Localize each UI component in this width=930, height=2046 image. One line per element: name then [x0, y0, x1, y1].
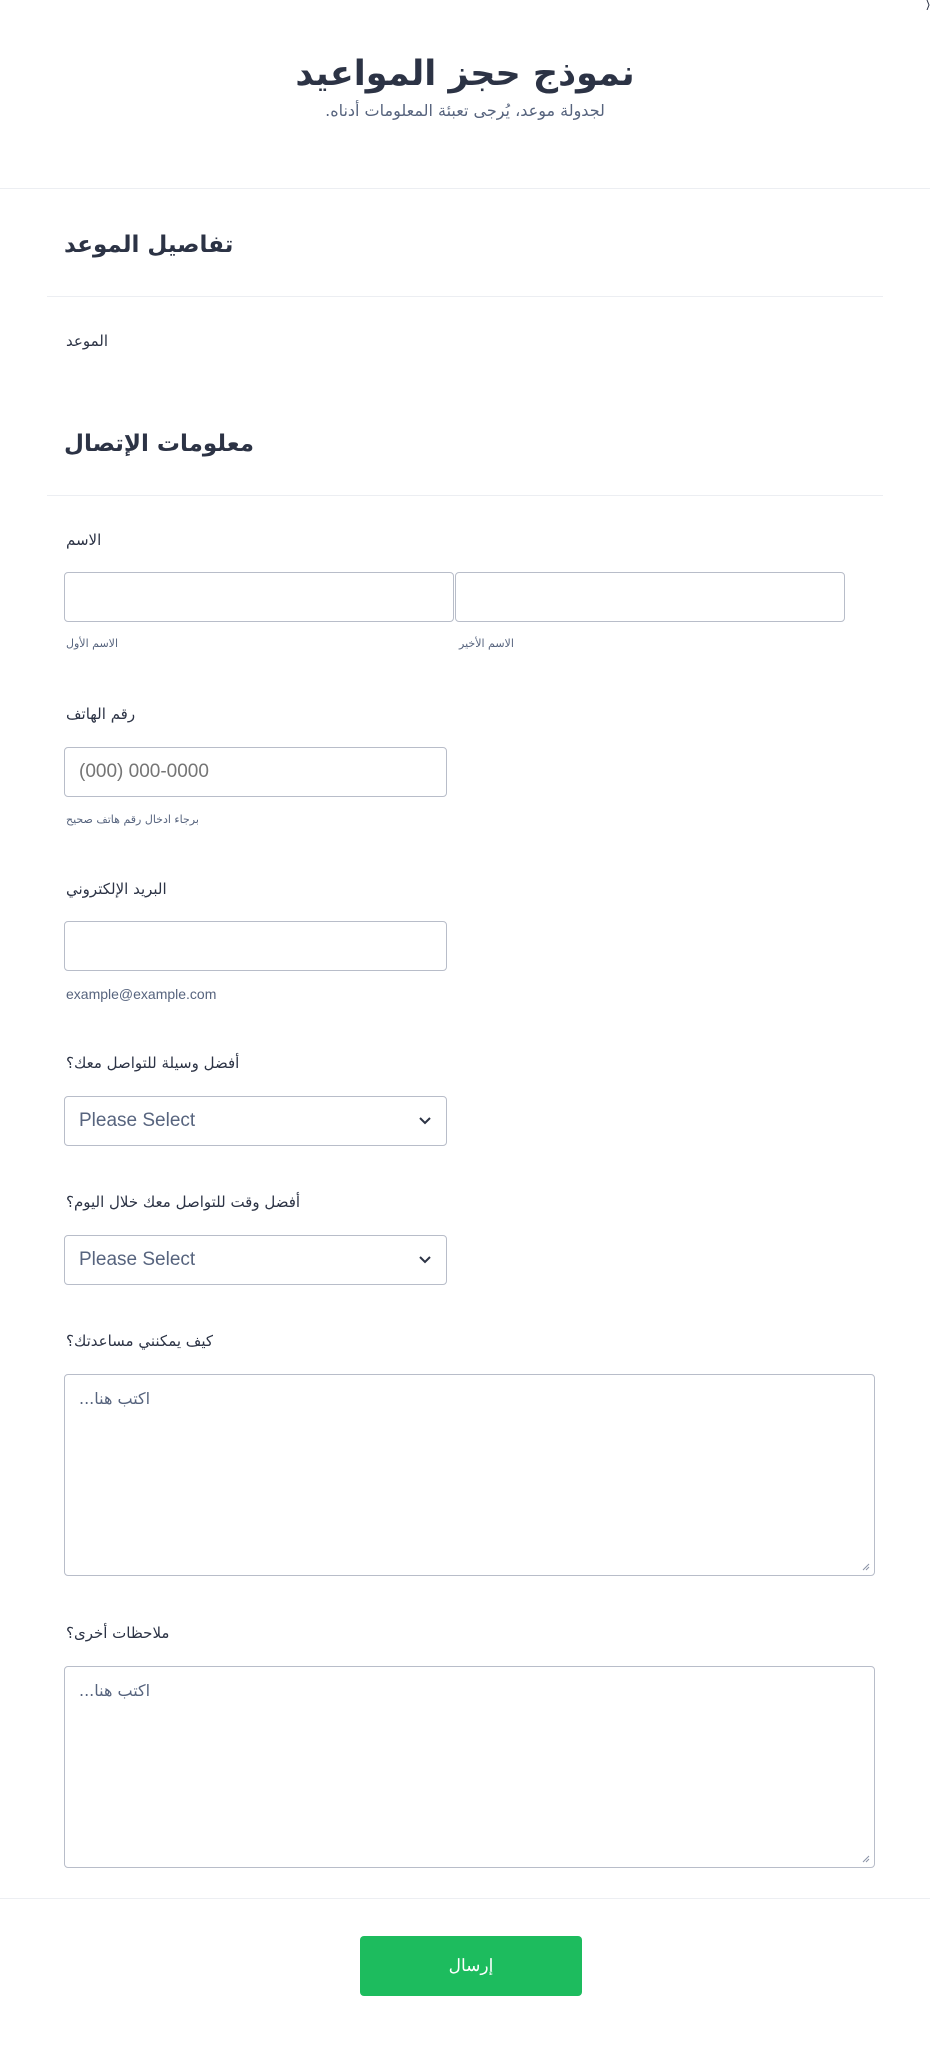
email-hint: example@example.com: [66, 986, 217, 1002]
resize-grip-icon[interactable]: [860, 1561, 870, 1571]
notes-placeholder: ...اكتب هنا: [79, 1681, 151, 1700]
form-header: [0, 0, 930, 189]
help-placeholder: ...اكتب هنا: [79, 1389, 151, 1408]
chevron-down-icon: [416, 1111, 434, 1129]
phone-hint: برجاء ادخال رقم هاتف صحيح: [66, 813, 199, 826]
last-name-input[interactable]: [455, 572, 845, 622]
email-input[interactable]: [64, 921, 447, 971]
corner-mark: [926, 0, 930, 10]
section-title-appointment: تفاصيل الموعد: [64, 232, 234, 258]
name-label: الاسم: [66, 531, 102, 549]
help-textarea[interactable]: [64, 1374, 875, 1576]
section-divider: [47, 495, 883, 496]
resize-grip-icon[interactable]: [860, 1853, 870, 1863]
appointment-label: الموعد: [66, 332, 108, 350]
contact-method-label: أفضل وسيلة للتواصل معك؟: [66, 1054, 240, 1072]
last-name-hint: الاسم الأخير: [459, 637, 514, 650]
section-title-contact: معلومات الإتصال: [64, 431, 254, 457]
form-subtitle: .لجدولة موعد، يُرجى تعبئة المعلومات أدناه: [325, 101, 605, 120]
first-name-hint: الاسم الأول: [66, 637, 118, 650]
submit-button[interactable]: إرسال: [360, 1936, 582, 1996]
phone-input[interactable]: [64, 747, 447, 797]
contact-time-selected: Please Select: [79, 1249, 196, 1270]
chevron-down-icon: [416, 1250, 434, 1268]
footer-divider: [0, 1898, 930, 1899]
contact-time-label: أفضل وقت للتواصل معك خلال اليوم؟: [66, 1193, 301, 1211]
form-title: نموذج حجز المواعيد: [295, 54, 635, 94]
contact-time-select[interactable]: [64, 1235, 447, 1285]
notes-label: ملاحظات أخرى؟: [66, 1624, 170, 1642]
first-name-input[interactable]: [64, 572, 454, 622]
contact-method-select[interactable]: [64, 1096, 447, 1146]
section-divider: [47, 296, 883, 297]
contact-method-selected: Please Select: [79, 1110, 196, 1131]
phone-label: رقم الهاتف: [66, 705, 136, 723]
email-label: البريد الإلكتروني: [66, 880, 167, 898]
help-label: كيف يمكنني مساعدتك؟: [66, 1332, 214, 1350]
notes-textarea[interactable]: [64, 1666, 875, 1868]
